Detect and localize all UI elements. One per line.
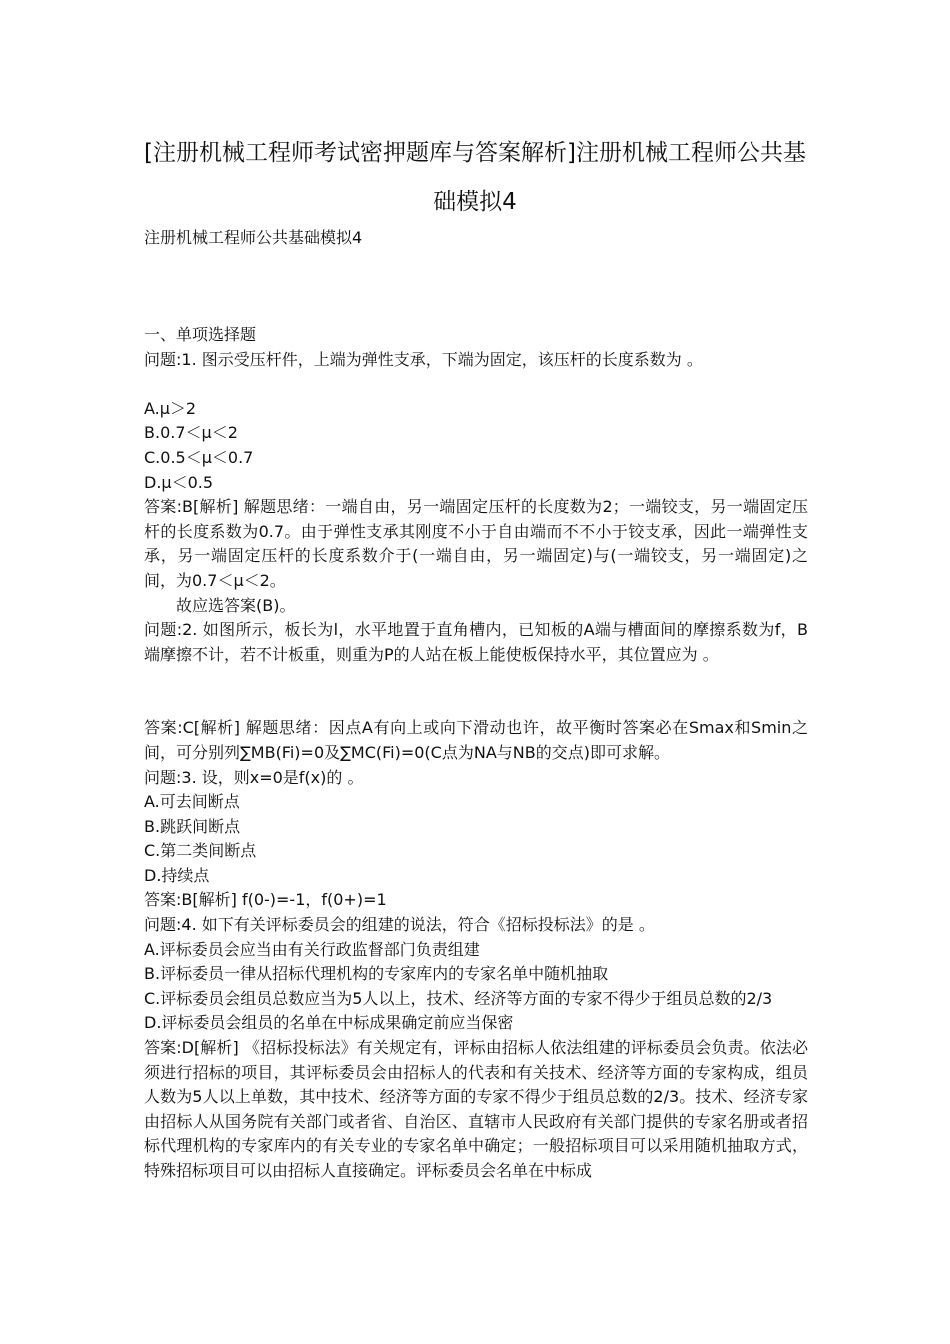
q3-option-c: C.第二类间断点	[144, 841, 257, 861]
q1-option-b: B.0.7＜μ＜2	[144, 423, 238, 443]
q1-option-d: D.μ＜0.5	[144, 472, 214, 492]
section-heading: 一、单项选择题	[144, 325, 257, 344]
q4-option-a: A.评标委员会应当由有关行政监督部门负责组建	[144, 939, 480, 959]
q2-answer: 答案:C[解析] 解题思绪：因点A有向上或向下滑动也许，故平衡时答案必在Smax和Smin之间，可分别列∑MB(Fi)=0及∑MC(Fi)=0(C点为NA与NB的交点)即可求解。	[144, 718, 808, 762]
q4-option-c: C.评标委员会组员总数应当为5人以上，技术、经济等方面的专家不得少于组员总数的2/3	[144, 988, 773, 1008]
document-title-line1: [注册机械工程师考试密押题库与答案解析]注册机械工程师公共基	[144, 140, 806, 166]
figure-placeholder	[144, 667, 808, 716]
q3-answer: 答案:B[解析] f(0-)=-1，f(0+)=1	[144, 890, 387, 910]
q4-option-b: B.评标委员一律从招标代理机构的专家库内的专家名单中随机抽取	[144, 964, 609, 984]
q3-option-d: D.持续点	[144, 865, 210, 885]
q1-conclusion: 故应选答案(B)。	[176, 595, 296, 615]
q1-option-a: A.μ＞2	[144, 398, 197, 418]
question-2: 问题:2. 如图所示，板长为l，水平地置于直角槽内，已知板的A端与槽面间的摩擦系数为f，B端摩擦不计，若不计板重，则重为P的人站在板上能使板保持水平，其位置应为 。	[144, 620, 808, 664]
document-subtitle: 注册机械工程师公共基础模拟4	[144, 228, 363, 247]
question-1: 问题:1. 图示受压杆件，上端为弹性支承，下端为固定，该压杆的长度系数为 。	[144, 349, 703, 369]
q1-answer: 答案:B[解析] 解题思绪：一端自由，另一端固定压杆的长度数为2；一端铰支，另一端固定压杆的长度系数为0.7。由于弹性支承其刚度不小于自由端而不不小于铰支承，因此一端弹性支承，另一端固定压杆的长度系数介于(一端自由，另一端固定)与(一端铰支，另一端固定)之间，为0.7＜μ＜2。	[144, 497, 808, 590]
document-body	[144, 323, 808, 1184]
question-4: 问题:4. 如下有关评标委员会的组建的说法，符合《招标投标法》的是 。	[144, 915, 655, 935]
q4-answer: 答案:D[解析] 《招标投标法》有关规定有，评标由招标人依法组建的评标委员会负责。依法必须进行招标的项目，其评标委员会由招标人的代表和有关技术、经济等方面的专家构成，组员人数为5人以上单数，其中技术、经济等方面的专家不得少于组员总数的2/3。技术、经济专家由招标人从国务院有关部门或者省、自治区、直辖市人民政府有关部门提供的专家名册或者招标代理机构的专家库内的有关专业的专家名单中确定；一般招标项目可以采用随机抽取方式，特殊招标项目可以由招标人直接确定。评标委员会名单在中标成	[144, 1038, 808, 1180]
q3-option-b: B.跳跃间断点	[144, 816, 241, 836]
q3-option-a: A.可去间断点	[144, 792, 240, 812]
document-title-line2: 础模拟4	[433, 189, 517, 215]
question-3: 问题:3. 设，则x=0是f(x)的 。	[144, 767, 364, 787]
figure-placeholder	[144, 372, 808, 397]
q1-option-c: C.0.5＜μ＜0.7	[144, 447, 254, 467]
q4-option-d: D.评标委员会组员的名单在中标成果确定前应当保密	[144, 1013, 514, 1033]
